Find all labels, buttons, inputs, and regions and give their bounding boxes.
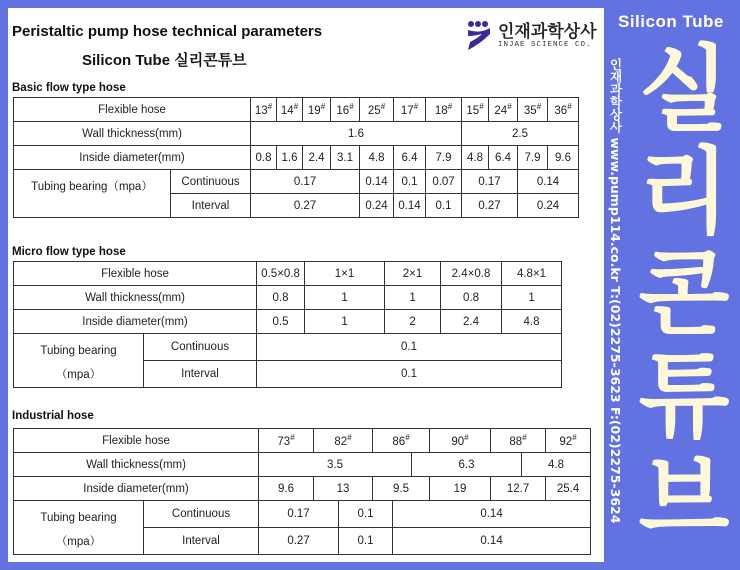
cell-text: 3.5 xyxy=(327,458,344,471)
hash-mark: # xyxy=(347,433,352,443)
cell-text: 0.14 xyxy=(480,535,503,547)
big-char: 콘 xyxy=(638,240,730,349)
cell-text: 35 xyxy=(523,104,537,117)
continuous-value xyxy=(251,170,360,194)
table-row xyxy=(14,477,591,501)
cell-text: 19 xyxy=(453,482,467,495)
cell-text: 0.14 xyxy=(398,199,421,212)
hoses-value xyxy=(360,98,394,122)
hoses-value xyxy=(491,429,546,453)
cell-text: 2×1 xyxy=(402,267,423,280)
interval-value xyxy=(339,528,393,555)
continuous-value xyxy=(360,170,394,194)
cell-text: Continuous xyxy=(171,508,231,520)
row-label xyxy=(14,429,259,453)
cell-text: Inside diameter(mm) xyxy=(83,482,189,495)
company-logo xyxy=(466,20,597,52)
row-label xyxy=(14,170,171,218)
hash-mark: # xyxy=(536,102,542,112)
row-label xyxy=(14,501,144,555)
cell-text: 18 xyxy=(434,104,448,117)
row-label xyxy=(14,122,251,146)
cell-text: 0.1 xyxy=(357,535,374,547)
sidebar-title: Silicon Tube xyxy=(618,12,724,31)
cell-text: Wall thickness(mm) xyxy=(85,291,185,304)
row-label xyxy=(171,194,251,218)
hoses-value xyxy=(518,98,548,122)
hoses-value xyxy=(257,262,305,286)
row-label xyxy=(14,262,257,286)
inside-value xyxy=(303,146,331,170)
inside-value xyxy=(257,310,305,334)
continuous-value xyxy=(257,334,562,361)
cell-text: Interval xyxy=(191,199,230,212)
cell-text: （mpa） xyxy=(55,369,102,381)
cell-text: Flexible hose xyxy=(98,103,166,116)
cell-text: 0.1 xyxy=(357,508,374,520)
micro-heading: Micro flow type hose xyxy=(12,246,126,258)
table-row xyxy=(14,310,562,334)
hash-mark: # xyxy=(349,102,354,112)
hoses-value xyxy=(462,98,489,122)
cell-text: 0.14 xyxy=(536,175,560,188)
big-char: 튜 xyxy=(638,342,730,451)
cell-text: 1 xyxy=(341,291,348,304)
cell-text: 0.24 xyxy=(536,199,560,212)
cell-text: 9.6 xyxy=(555,151,572,164)
cell-text: Continuous xyxy=(170,341,230,353)
basic-heading: Basic flow type hose xyxy=(12,82,126,94)
continuous-value xyxy=(462,170,518,194)
cell-text: 2.4×0.8 xyxy=(451,267,491,280)
row-label xyxy=(144,334,257,361)
cell-text: Inside diameter(mm) xyxy=(82,315,188,328)
inside-value xyxy=(305,310,385,334)
hoses-value xyxy=(251,98,277,122)
hoses-value xyxy=(314,429,373,453)
wall-value xyxy=(305,286,385,310)
table-row xyxy=(14,501,591,528)
hoses-value xyxy=(303,98,331,122)
cell-text: 0.1 xyxy=(401,368,418,380)
table-row xyxy=(14,146,579,170)
hash-mark: # xyxy=(567,102,572,112)
cell-text: 88 xyxy=(509,435,523,448)
logo-english: INJAE SCIENCE CO. xyxy=(498,41,592,49)
row-label xyxy=(144,501,259,528)
hoses-value xyxy=(548,98,579,122)
cell-text: 0.17 xyxy=(287,508,310,520)
cell-text: 0.8 xyxy=(463,291,480,304)
cell-text: 25 xyxy=(367,104,381,117)
wall-value xyxy=(522,453,591,477)
cell-text: 73 xyxy=(277,435,291,448)
hoses-value xyxy=(305,262,385,286)
cell-text: 7.9 xyxy=(435,151,452,164)
cell-text: 19 xyxy=(307,104,321,117)
inside-value xyxy=(462,146,489,170)
cell-text: 16 xyxy=(336,104,350,117)
cell-text: 9.5 xyxy=(393,482,410,495)
cell-text: Wall thickness(mm) xyxy=(86,458,186,471)
wall-value xyxy=(257,286,305,310)
inside-value xyxy=(385,310,441,334)
wall-value xyxy=(259,453,412,477)
interval-value xyxy=(257,361,562,388)
continuous-value xyxy=(339,501,393,528)
cell-text: 2.4 xyxy=(308,151,325,164)
hoses-value xyxy=(426,98,462,122)
table-row xyxy=(14,122,579,146)
row-label xyxy=(14,146,251,170)
inside-value xyxy=(360,146,394,170)
logo-mark-icon xyxy=(466,20,492,52)
wall-value xyxy=(462,122,579,146)
row-label xyxy=(14,310,257,334)
cell-text: 0.1 xyxy=(435,199,452,212)
micro-flow-table xyxy=(13,261,562,388)
cell-text: 4.8 xyxy=(368,151,385,164)
cell-text: 0.5×0.8 xyxy=(261,267,300,280)
inside-value xyxy=(277,146,303,170)
cell-text: 6.3 xyxy=(458,458,475,471)
industrial-table xyxy=(13,428,591,555)
hash-mark: # xyxy=(507,102,512,112)
row-label xyxy=(14,477,259,501)
continuous-value xyxy=(259,501,339,528)
cell-text: 90 xyxy=(451,435,465,448)
hash-mark: # xyxy=(464,433,469,443)
table-row xyxy=(14,98,579,122)
interval-value xyxy=(462,194,518,218)
cell-text: 0.07 xyxy=(432,175,455,188)
wall-value xyxy=(385,286,441,310)
cell-text: 4.8 xyxy=(548,458,565,471)
hoses-value xyxy=(373,429,430,453)
table-row xyxy=(14,334,562,361)
hoses-value xyxy=(331,98,360,122)
inside-value xyxy=(548,146,579,170)
cell-text: 0.24 xyxy=(365,199,388,212)
cell-text: Continuous xyxy=(181,175,240,188)
cell-text: Interval xyxy=(181,368,219,380)
cell-text: 1.6 xyxy=(281,151,298,164)
cell-text: 0.8 xyxy=(272,291,289,304)
inside-value xyxy=(314,477,373,501)
hoses-value xyxy=(546,429,591,453)
continuous-value xyxy=(393,501,591,528)
inside-value xyxy=(489,146,518,170)
cell-text: 0.14 xyxy=(480,508,503,520)
cell-text: 0.27 xyxy=(287,535,310,547)
cell-text: 0.17 xyxy=(478,175,501,188)
hoses-value xyxy=(394,98,426,122)
hoses-value xyxy=(430,429,491,453)
inside-value xyxy=(502,310,562,334)
row-label xyxy=(14,453,259,477)
wall-value xyxy=(251,122,462,146)
continuous-value xyxy=(426,170,462,194)
table-row xyxy=(14,262,562,286)
inside-value xyxy=(441,310,502,334)
cell-text: 14 xyxy=(280,104,294,117)
continuous-value xyxy=(394,170,426,194)
cell-text: 2.5 xyxy=(512,127,529,140)
inside-value xyxy=(259,477,314,501)
cell-text: 1.6 xyxy=(348,127,365,140)
table-row xyxy=(14,429,591,453)
table-row xyxy=(14,170,579,194)
cell-text: 82 xyxy=(334,435,348,448)
inside-value xyxy=(251,146,277,170)
cell-text: Wall thickness(mm) xyxy=(82,127,182,140)
cell-text: 0.5 xyxy=(272,315,289,328)
hash-mark: # xyxy=(320,102,326,112)
cell-text: 1×1 xyxy=(334,267,355,280)
big-vertical-title xyxy=(632,36,736,553)
continuous-value xyxy=(518,170,579,194)
row-label xyxy=(14,98,251,122)
cell-text: 6.4 xyxy=(495,151,512,164)
inside-value xyxy=(491,477,546,501)
cell-text: 4.8 xyxy=(523,315,540,328)
cell-text: 2 xyxy=(409,315,416,328)
row-label xyxy=(14,334,144,388)
row-label xyxy=(171,170,251,194)
vertical-contact-text: 인재과학상사 www.pump114.co.kr T:(02)2275-3623 F:(02)2275-3624 xyxy=(608,58,623,524)
hash-mark: # xyxy=(413,102,419,112)
page-subtitle: Silicon Tube 실리콘튜브 xyxy=(82,52,247,69)
interval-value xyxy=(518,194,579,218)
interval-value xyxy=(360,194,394,218)
interval-value xyxy=(426,194,462,218)
hoses-value xyxy=(277,98,303,122)
wall-value xyxy=(441,286,502,310)
interval-value xyxy=(393,528,591,555)
cell-text: 13 xyxy=(336,482,350,495)
cell-text: 0.1 xyxy=(401,341,418,353)
wall-value xyxy=(502,286,562,310)
hash-mark: # xyxy=(293,102,299,112)
cell-text: 86 xyxy=(392,435,406,448)
hoses-value xyxy=(385,262,441,286)
cell-text: 0.14 xyxy=(365,175,388,188)
cell-text: 3.1 xyxy=(337,151,354,164)
cell-text: 9.6 xyxy=(278,482,295,495)
row-label xyxy=(144,361,257,388)
cell-text: Flexible hose xyxy=(101,267,169,280)
page-title: Peristaltic pump hose technical parameters xyxy=(12,23,323,40)
cell-text: 0.27 xyxy=(478,199,501,212)
interval-value xyxy=(251,194,360,218)
big-char: 브 xyxy=(638,444,730,553)
table-row xyxy=(14,453,591,477)
cell-text: Inside diameter(mm) xyxy=(79,151,185,164)
cell-text: 4.8 xyxy=(467,151,484,164)
cell-text: 0.8 xyxy=(255,151,272,164)
hoses-value xyxy=(259,429,314,453)
hash-mark: # xyxy=(447,102,453,112)
inside-value xyxy=(426,146,462,170)
cell-text: Flexible hose xyxy=(102,434,170,447)
cell-text: 0.17 xyxy=(293,175,317,188)
table-row xyxy=(14,286,562,310)
hoses-value xyxy=(489,98,518,122)
cell-text: 7.9 xyxy=(524,151,541,164)
cell-text: 24 xyxy=(494,104,508,117)
row-label xyxy=(144,528,259,555)
cell-text: 1 xyxy=(341,315,348,328)
inside-value xyxy=(518,146,548,170)
big-char: 실 xyxy=(638,36,730,145)
hash-mark: # xyxy=(522,433,527,443)
hash-mark: # xyxy=(267,102,273,112)
cell-text: 15 xyxy=(466,104,480,117)
cell-text: 0.27 xyxy=(293,199,317,212)
inside-value xyxy=(430,477,491,501)
cell-text: 1 xyxy=(409,291,416,304)
cell-text: 4.8×1 xyxy=(516,267,547,280)
cell-text: 6.4 xyxy=(401,151,418,164)
inside-value xyxy=(546,477,591,501)
cell-text: 25.4 xyxy=(556,482,580,495)
cell-text: 0.1 xyxy=(401,175,418,188)
wall-value xyxy=(412,453,522,477)
hash-mark: # xyxy=(479,102,484,112)
cell-text: Tubing bearing xyxy=(40,345,117,357)
logo-korean: 인재과학상사 xyxy=(498,22,597,41)
cell-text: （mpa） xyxy=(55,536,102,548)
hash-mark: # xyxy=(290,433,295,443)
hash-mark: # xyxy=(405,433,410,443)
cell-text: 12.7 xyxy=(506,482,530,495)
cell-text: Tubing bearing xyxy=(40,512,117,524)
cell-text: Interval xyxy=(182,535,220,547)
cell-text: 36 xyxy=(554,104,568,117)
cell-text: 17 xyxy=(400,104,414,117)
inside-value xyxy=(331,146,360,170)
basic-flow-table xyxy=(13,97,579,218)
cell-text: 2.4 xyxy=(463,315,480,328)
hoses-value xyxy=(502,262,562,286)
interval-value xyxy=(394,194,426,218)
cell-text: 92 xyxy=(559,435,573,448)
hoses-value xyxy=(441,262,502,286)
inside-value xyxy=(373,477,430,501)
inside-value xyxy=(394,146,426,170)
hash-mark: # xyxy=(380,102,386,112)
industrial-heading: Industrial hose xyxy=(12,410,94,422)
hash-mark: # xyxy=(572,433,577,443)
cell-text: 1 xyxy=(528,291,535,304)
big-char: 리 xyxy=(638,138,730,247)
interval-value xyxy=(259,528,339,555)
cell-text: 13 xyxy=(254,104,268,117)
row-label xyxy=(14,286,257,310)
cell-text: Tubing bearing（mpa） xyxy=(31,181,153,193)
